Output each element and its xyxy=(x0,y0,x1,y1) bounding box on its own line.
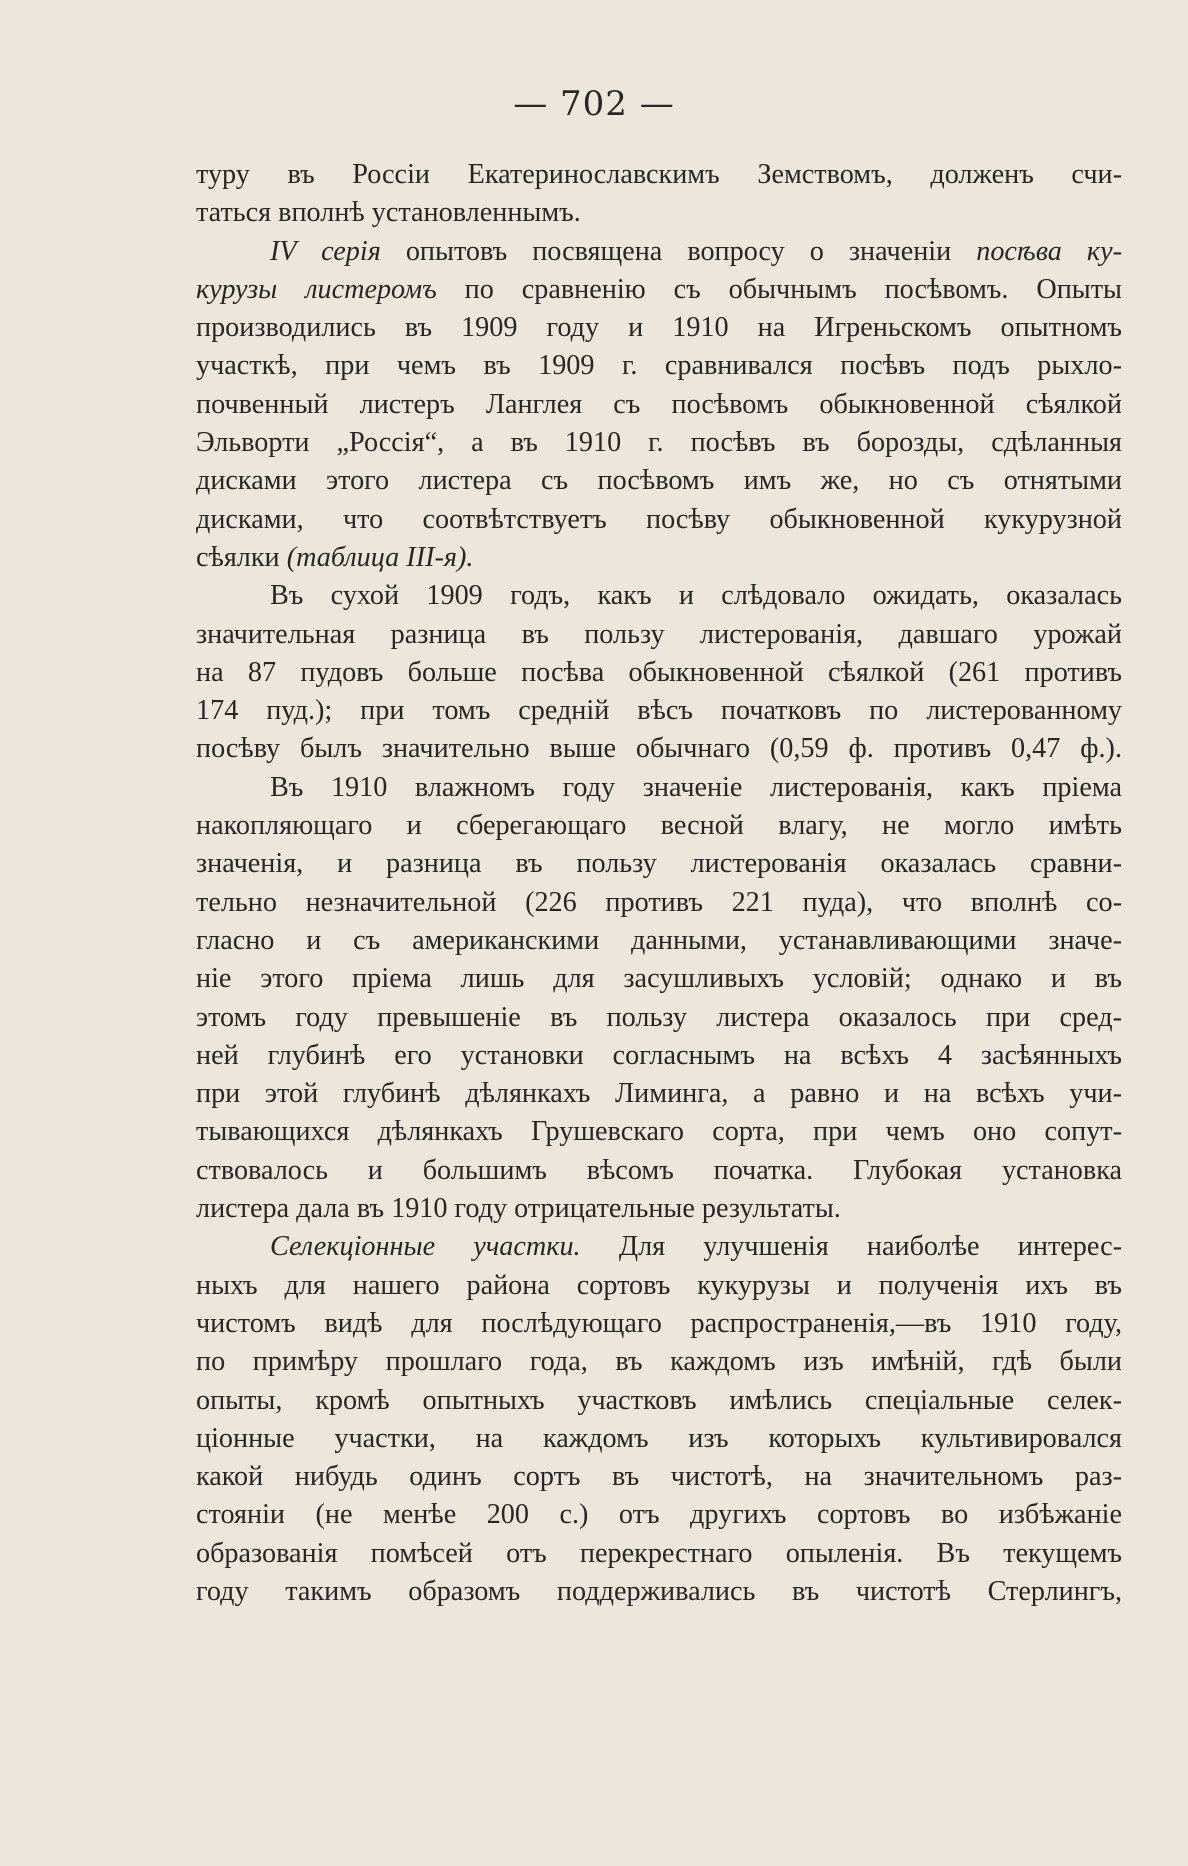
text-segment: по сравненію съ обычнымъ посѣвомъ. Опыты xyxy=(436,273,1122,305)
text-segment: значительная разница въ пользу листерованія, давшаго урожай xyxy=(196,618,1122,650)
text-line xyxy=(196,347,1122,385)
text-segment: 174 пуд.); при томъ средній вѣсъ початковъ по листерованному xyxy=(196,695,1122,727)
text-segment: ныхъ для нашего района сортовъ кукурузы и полученія ихъ въ xyxy=(196,1269,1122,1301)
text-line xyxy=(196,845,1122,883)
italic-text: Селекціонные участки. xyxy=(270,1231,581,1263)
text-line xyxy=(196,1228,1122,1266)
text-segment: на 87 пудовъ больше посѣва обыкновенной сѣялкой (261 противъ xyxy=(196,656,1122,688)
text-segment: Въ сухой 1909 годъ, какъ и слѣдовало ожидать, оказалась xyxy=(270,580,1122,612)
text-segment: таться вполнѣ установленнымъ. xyxy=(196,197,581,229)
text-segment: Для улучшенія наиболѣе интерес- xyxy=(580,1231,1122,1263)
text-line xyxy=(196,616,1122,654)
text-segment: опытовъ посвящена вопросу о значеніи xyxy=(380,235,977,267)
text-segment: ствовалось и большимъ вѣсомъ початка. Глубокая установка xyxy=(196,1154,1122,1186)
body-text xyxy=(196,156,1122,1611)
italic-text: IV серія xyxy=(270,235,381,267)
text-segment: листера дала въ 1910 году отрицательные результаты. xyxy=(196,1193,841,1225)
text-line xyxy=(196,539,1122,577)
text-line xyxy=(196,1113,1122,1151)
text-segment: по примѣру прошлаго года, въ каждомъ изъ имѣній, гдѣ были xyxy=(196,1346,1122,1378)
text-segment: чистомъ видѣ для послѣдующаго распространенія,—въ 1910 году, xyxy=(196,1307,1122,1339)
italic-text: (таблица III-я). xyxy=(286,541,474,573)
text-line xyxy=(196,807,1122,845)
text-segment: дисками, что соотвѣтствуетъ посѣву обыкновенной кукурузной xyxy=(196,503,1122,535)
text-segment: стояніи (не менѣе 200 с.) отъ другихъ сортовъ во избѣжаніе xyxy=(196,1499,1122,1531)
text-line xyxy=(196,577,1122,615)
text-segment: почвенный листеръ Ланглея съ посѣвомъ обыкновенной сѣялкой xyxy=(196,388,1122,420)
text-line xyxy=(196,960,1122,998)
text-segment: накопляющаго и сберегающаго весной влагу, не могло имѣть xyxy=(196,810,1122,842)
text-segment: году такимъ образомъ поддерживались въ чистотѣ Стерлингъ, xyxy=(196,1575,1122,1607)
text-line xyxy=(196,922,1122,960)
text-line xyxy=(196,1458,1122,1496)
text-line xyxy=(196,1075,1122,1113)
text-line xyxy=(196,1343,1122,1381)
text-segment: этомъ году превышеніе въ пользу листера оказалось при сред- xyxy=(196,1001,1122,1033)
text-segment: опыты, кромѣ опытныхъ участковъ имѣлись спеціальные селек- xyxy=(196,1384,1122,1416)
text-segment: дисками этого листера съ посѣвомъ имъ же, но съ отнятыми xyxy=(196,465,1122,497)
text-line xyxy=(196,1037,1122,1075)
text-line xyxy=(196,654,1122,692)
text-line xyxy=(196,233,1122,271)
text-segment: значенія, и разница въ пользу листерованія оказалась сравни- xyxy=(196,848,1122,880)
text-line xyxy=(196,271,1122,309)
text-segment: посѣву былъ значительно выше обычнаго (0,59 ф. противъ 0,47 ф.). xyxy=(196,733,1122,765)
text-segment: ней глубинѣ его установки согласнымъ на всѣхъ 4 засѣянныхъ xyxy=(196,1039,1122,1071)
italic-text: курузы листеромъ xyxy=(196,273,437,305)
text-segment: сѣялки xyxy=(196,541,287,573)
text-segment: Эльворти „Россія“, а въ 1910 г. посѣвъ въ борозды, сдѣланныя xyxy=(196,427,1122,459)
text-segment: какой нибудь одинъ сортъ въ чистотѣ, на значительномъ раз- xyxy=(196,1461,1122,1493)
text-line xyxy=(196,156,1122,194)
text-segment: образованія помѣсей отъ перекрестнаго опыленія. Въ текущемъ xyxy=(196,1537,1122,1569)
text-segment: Въ 1910 влажномъ году значеніе листерованія, какъ пріема xyxy=(270,771,1122,803)
text-line xyxy=(196,1152,1122,1190)
text-line xyxy=(196,884,1122,922)
text-line xyxy=(196,1190,1122,1228)
text-segment: гласно и съ американскими данными, устанавливающими значе- xyxy=(196,924,1122,956)
text-line xyxy=(196,194,1122,232)
text-segment: участкѣ, при чемъ въ 1909 г. сравнивался посѣвъ подъ рыхло- xyxy=(196,350,1122,382)
text-line xyxy=(196,424,1122,462)
text-line xyxy=(196,462,1122,500)
text-segment: ціонные участки, на каждомъ изъ которыхъ культивировался xyxy=(196,1422,1122,1454)
text-segment: тывающихся дѣлянкахъ Грушевскаго сорта, при чемъ оно сопут- xyxy=(196,1116,1122,1148)
text-line xyxy=(196,386,1122,424)
italic-text: посѣва ку- xyxy=(976,235,1122,267)
text-line xyxy=(196,692,1122,730)
text-line xyxy=(196,1535,1122,1573)
text-line xyxy=(196,999,1122,1037)
text-line xyxy=(196,501,1122,539)
text-segment: ніе этого пріема лишь для засушливыхъ условій; однако и въ xyxy=(196,963,1122,995)
text-line xyxy=(196,730,1122,768)
text-line xyxy=(196,309,1122,347)
text-segment: при этой глубинѣ дѣлянкахъ Лиминга, а равно и на всѣхъ учи- xyxy=(196,1078,1122,1110)
text-segment: тельно незначительной (226 противъ 221 пуда), что вполнѣ со- xyxy=(196,886,1122,918)
text-line xyxy=(196,1420,1122,1458)
text-line xyxy=(196,1382,1122,1420)
text-line xyxy=(196,1573,1122,1611)
text-segment: туру въ Россіи Екатеринославскимъ Земствомъ, долженъ счи- xyxy=(196,159,1122,190)
text-line xyxy=(196,769,1122,807)
text-line xyxy=(196,1305,1122,1343)
text-line xyxy=(196,1496,1122,1534)
page-number: — 702 — xyxy=(513,84,675,124)
text-segment: производились въ 1909 году и 1910 на Игреньскомъ опытномъ xyxy=(196,312,1122,344)
text-line xyxy=(196,1267,1122,1305)
